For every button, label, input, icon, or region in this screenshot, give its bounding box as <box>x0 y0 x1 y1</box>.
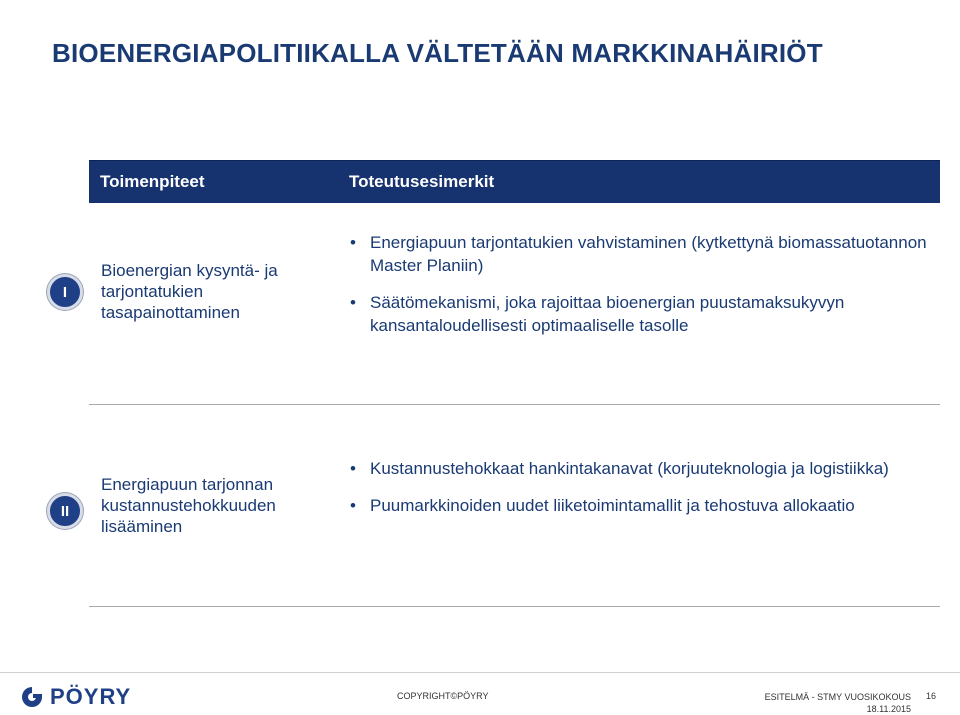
row-number-badge: I <box>47 274 83 310</box>
row-number-badge: II <box>47 493 83 529</box>
list-item: • Kustannustehokkaat hankintakanavat (korjuuteknologia ja logistiikka) <box>350 457 930 480</box>
column-header-examples: Toteutusesimerkit <box>349 172 495 191</box>
example-list <box>350 231 930 337</box>
company-logo <box>20 684 131 710</box>
column-header-measures: Toimenpiteet <box>100 172 205 191</box>
footer-divider <box>0 672 960 673</box>
presentation-date: 18.11.2015 <box>866 704 911 714</box>
row-divider <box>89 606 940 607</box>
logo-text: PÖYRY <box>50 684 132 709</box>
list-item: • Energiapuun tarjontatukien vahvistaminen (kytkettynä biomassatuotannon Master Planiin) <box>350 231 930 277</box>
measure-text: Bioenergian kysyntä- ja tarjontatukien tasapainottaminen <box>101 261 278 322</box>
presentation-info <box>746 691 911 715</box>
table-header <box>89 160 940 203</box>
measure-text: Energiapuun tarjonnan kustannustehokkuuden lisääminen <box>101 475 276 536</box>
list-item: • Puumarkkinoiden uudet liiketoimintamallit ja tehostuva allokaatio <box>350 494 930 517</box>
copyright-text: COPYRIGHT©PÖYRY <box>397 691 489 701</box>
list-item: • Säätömekanismi, joka rajoittaa bioenergian puustamaksukyvyn kansantaloudellisesti optimaaliselle tasolle <box>350 291 930 337</box>
page-number: 16 <box>926 691 937 701</box>
row-divider <box>89 404 940 405</box>
example-list <box>350 457 930 517</box>
presentation-name: ESITELMÄ - STMY VUOSIKOKOUS <box>764 692 911 702</box>
page-title: BIOENERGIAPOLITIIKALLA VÄLTETÄÄN MARKKINAHÄIRIÖT <box>52 38 823 68</box>
poyry-logo-icon <box>20 685 44 709</box>
